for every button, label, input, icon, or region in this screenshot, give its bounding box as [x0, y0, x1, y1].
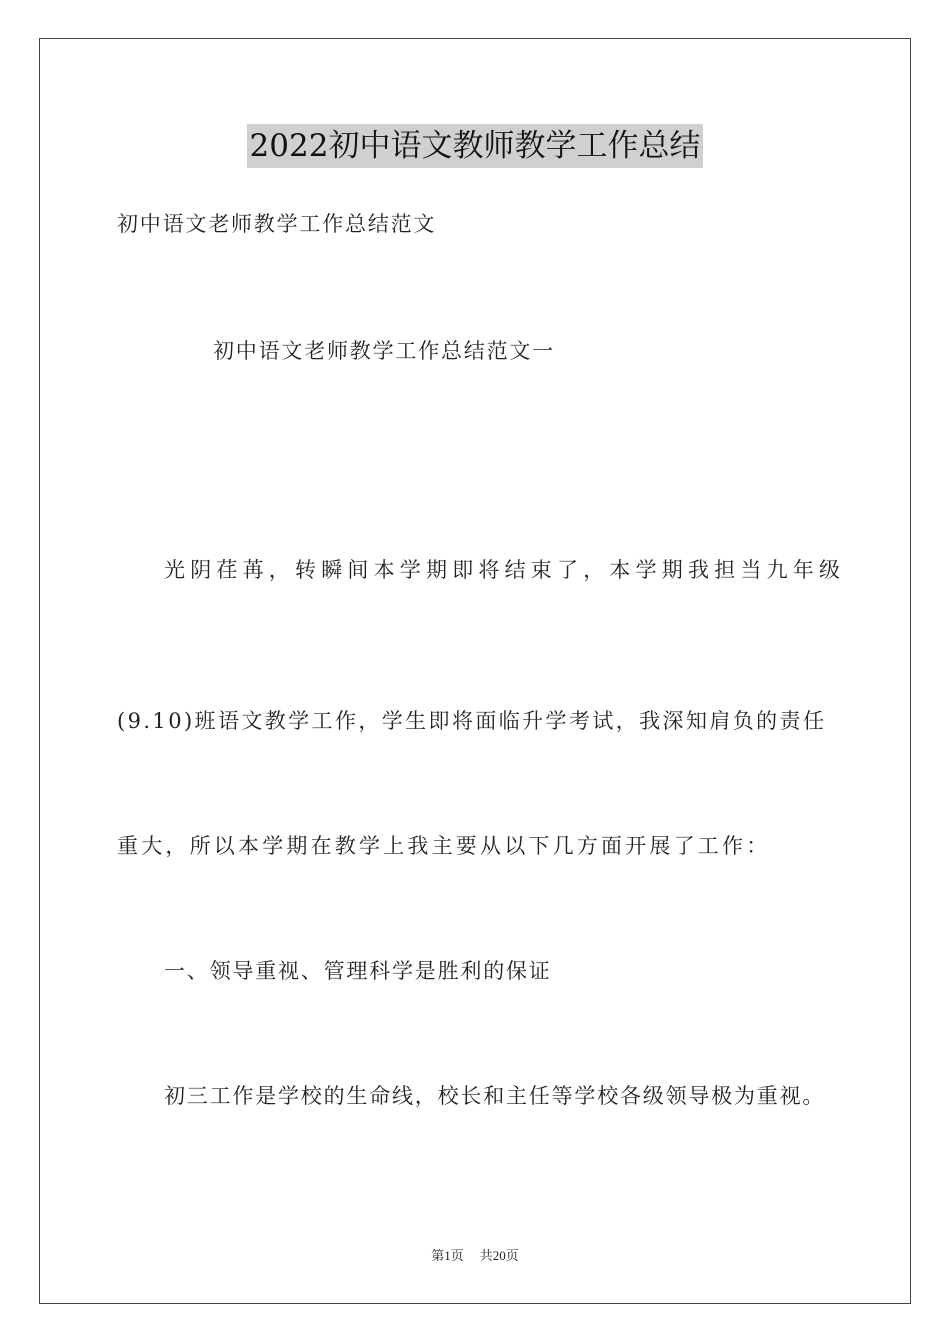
paragraph-line-3: 重大，所以本学期在教学上我主要从以下几方面开展了工作： [117, 834, 771, 858]
subsection-heading: 一、领导重视、管理科学是胜利的保证 [164, 959, 552, 983]
section-heading: 初中语文老师教学工作总结范文一 [213, 339, 555, 363]
document-subtitle: 初中语文老师教学工作总结范文 [117, 212, 437, 236]
title-container [0, 124, 950, 168]
subsection-paragraph-line: 初三工作是学校的生命线，校长和主任等学校各级领导极为重视。 [164, 1084, 826, 1108]
page-footer [0, 1247, 950, 1265]
page-total: 共20页 [479, 1248, 519, 1263]
paragraph-line-1: 光阴荏苒，转瞬间本学期即将结束了，本学期我担当九年级 [164, 558, 846, 582]
paragraph-line-2: (9.10)班语文教学工作，学生即将面临升学考试，我深知肩负的责任 [117, 709, 827, 733]
page-number: 第1页 [431, 1248, 464, 1263]
document-title: 2022初中语文教师教学工作总结 [247, 124, 704, 168]
